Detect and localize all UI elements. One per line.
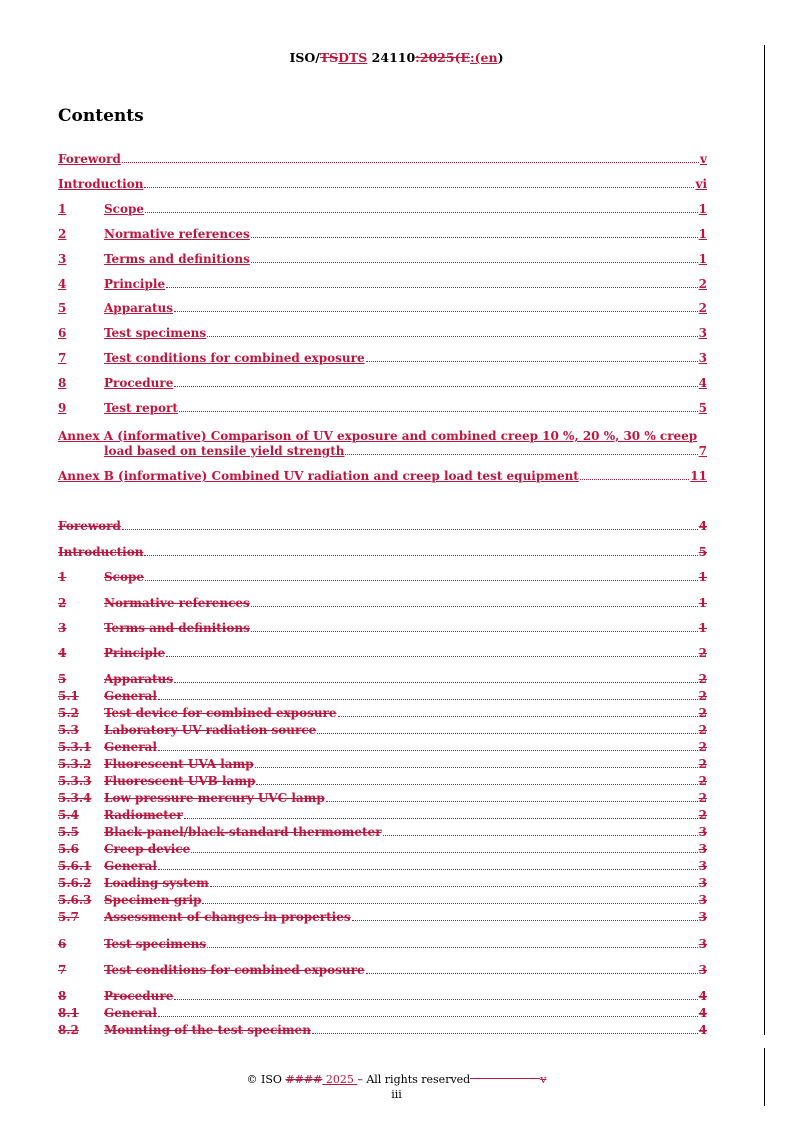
toc-entry-page: 2 bbox=[698, 723, 707, 737]
dot-leader bbox=[251, 262, 698, 263]
toc-entry[interactable] bbox=[58, 325, 707, 340]
toc-entry[interactable] bbox=[58, 790, 707, 805]
toc-entry-page: 2 bbox=[698, 646, 707, 660]
toc-entry-title: Apparatus bbox=[104, 672, 173, 686]
toc-entry-page: 3 bbox=[698, 963, 707, 977]
toc-entry-page: 3 bbox=[698, 825, 707, 839]
toc-entry-title: Terms and definitions bbox=[104, 252, 250, 266]
toc-entry-page: 1 bbox=[698, 621, 707, 635]
annex-b-page: 11 bbox=[690, 469, 707, 483]
toc-entry[interactable] bbox=[58, 226, 707, 241]
toc-entry[interactable] bbox=[58, 518, 707, 533]
toc-entry-number: 5.5 bbox=[58, 825, 79, 839]
header-prefix: ISO/ bbox=[289, 50, 320, 65]
header-number: 24110 bbox=[367, 50, 416, 65]
dot-leader bbox=[174, 386, 697, 387]
header-ts-deleted: TS bbox=[319, 50, 339, 65]
toc-entry-page: 2 bbox=[698, 672, 707, 686]
dot-leader bbox=[383, 835, 698, 836]
dot-leader bbox=[580, 479, 689, 480]
dot-leader bbox=[158, 699, 698, 700]
dot-leader bbox=[251, 631, 698, 632]
toc-entry-title: Introduction bbox=[58, 177, 144, 191]
toc-entry-page: 3 bbox=[698, 910, 707, 924]
toc-entry-title: Normative references bbox=[104, 227, 250, 241]
toc-entry-number: 3 bbox=[58, 252, 67, 266]
change-bar bbox=[764, 45, 765, 1035]
toc-entry-page: 2 bbox=[698, 757, 707, 771]
toc-entry[interactable] bbox=[58, 151, 707, 166]
dot-leader bbox=[256, 784, 697, 785]
toc-entry-page: 3 bbox=[698, 937, 707, 951]
toc-entry-annex-a[interactable] bbox=[58, 429, 707, 458]
dot-leader bbox=[184, 818, 698, 819]
toc-entry-title: General bbox=[104, 859, 157, 873]
toc-entry-page: 2 bbox=[698, 740, 707, 754]
toc-entry-number: 8.2 bbox=[58, 1023, 79, 1037]
toc-entry-page: 3 bbox=[698, 893, 707, 907]
toc-entry-title: Laboratory UV radiation source bbox=[104, 723, 317, 737]
toc-entry-page: 5 bbox=[698, 545, 707, 559]
toc-entry-title: Test device for combined exposure bbox=[104, 706, 337, 720]
toc-entry-number: 5 bbox=[58, 301, 67, 315]
toc-entry-page: 4 bbox=[698, 376, 707, 390]
toc-entry-title: Test conditions for combined exposure bbox=[104, 963, 365, 977]
dot-leader bbox=[312, 1033, 698, 1034]
toc-entry-number: 7 bbox=[58, 351, 67, 365]
toc-entry-page: 2 bbox=[698, 277, 707, 291]
toc-entry-title: Specimen grip bbox=[104, 893, 202, 907]
toc-entry-page: 1 bbox=[698, 227, 707, 241]
dot-leader bbox=[210, 886, 698, 887]
toc-entry-title: Low pressure mercury UVC lamp bbox=[104, 791, 325, 805]
toc-entry[interactable] bbox=[58, 201, 707, 216]
toc-entry-title: Normative references bbox=[104, 596, 250, 610]
dot-leader bbox=[352, 920, 698, 921]
toc-entry[interactable] bbox=[58, 595, 707, 610]
toc-entry-number: 5.6 bbox=[58, 842, 79, 856]
annex-a-page: 7 bbox=[698, 444, 707, 458]
dot-leader bbox=[145, 212, 698, 213]
toc-entry-page: 4 bbox=[698, 989, 707, 1003]
page-footer bbox=[0, 1073, 793, 1101]
dot-leader bbox=[251, 237, 698, 238]
toc-entry-title: General bbox=[104, 689, 157, 703]
header-dts-inserted: DTS bbox=[338, 50, 368, 65]
toc-entry[interactable] bbox=[58, 824, 707, 839]
toc-entry-page: 3 bbox=[698, 859, 707, 873]
toc-entry[interactable] bbox=[58, 962, 707, 977]
toc-entry[interactable] bbox=[58, 350, 707, 365]
toc-entry-number: 5.6.2 bbox=[58, 876, 92, 890]
dot-leader bbox=[166, 287, 698, 288]
toc-entry[interactable] bbox=[58, 988, 707, 1003]
dot-leader bbox=[255, 767, 698, 768]
dot-leader bbox=[144, 555, 697, 556]
toc-entry-page: 1 bbox=[698, 570, 707, 584]
toc-entry[interactable] bbox=[58, 671, 707, 686]
dot-leader bbox=[191, 852, 697, 853]
toc-entry-number: 5.3.2 bbox=[58, 757, 92, 771]
toc-entry-number: 8.1 bbox=[58, 1006, 79, 1020]
toc-entry[interactable] bbox=[58, 875, 707, 890]
toc-entry-number: 2 bbox=[58, 227, 67, 241]
toc-entry-number: 3 bbox=[58, 621, 67, 635]
toc-entry-page: 1 bbox=[698, 202, 707, 216]
toc-entry-number: 6 bbox=[58, 937, 67, 951]
toc-entry[interactable] bbox=[58, 705, 707, 720]
toc-entry-title: Procedure bbox=[104, 989, 174, 1003]
toc-entry-number: 1 bbox=[58, 570, 67, 584]
toc-entry-page: 2 bbox=[698, 808, 707, 822]
header-year-deleted: :2025(E bbox=[415, 50, 471, 65]
toc-entry-title: Test specimens bbox=[104, 937, 207, 951]
toc-entry[interactable] bbox=[58, 756, 707, 771]
toc-entry-number: 5.1 bbox=[58, 689, 79, 703]
footer-copyright: © ISO bbox=[246, 1073, 286, 1086]
toc-entry-page: 4 bbox=[698, 1023, 707, 1037]
toc-entry-page: 3 bbox=[698, 326, 707, 340]
dot-leader bbox=[174, 999, 697, 1000]
toc-entry[interactable] bbox=[58, 251, 707, 266]
toc-entry-title: Fluorescent UVB lamp bbox=[104, 774, 256, 788]
dot-leader bbox=[326, 801, 698, 802]
document-header bbox=[0, 50, 793, 65]
toc-entry[interactable] bbox=[58, 1005, 707, 1020]
toc-entry-title: Foreword bbox=[58, 519, 121, 533]
toc-entry-page: 4 bbox=[698, 1006, 707, 1020]
footer-page-deleted: v bbox=[540, 1073, 547, 1086]
toc-entry-title: Creep device bbox=[104, 842, 191, 856]
toc-entry-page: 3 bbox=[698, 876, 707, 890]
footer-rights: – All rights reserved bbox=[357, 1073, 471, 1086]
toc-entry-page: 4 bbox=[698, 519, 707, 533]
toc-entry-page: v bbox=[700, 152, 707, 166]
dot-leader bbox=[166, 656, 698, 657]
toc-entry-number: 8 bbox=[58, 989, 67, 1003]
toc-entry[interactable] bbox=[58, 739, 707, 754]
footer-year-deleted: #### bbox=[285, 1073, 323, 1086]
toc-entry-number: 5.3.1 bbox=[58, 740, 92, 754]
toc-entry-number: 5.6.3 bbox=[58, 893, 92, 907]
deleted-tab bbox=[470, 1078, 540, 1079]
dot-leader bbox=[158, 750, 698, 751]
toc-entry[interactable] bbox=[58, 773, 707, 788]
toc-entry[interactable] bbox=[58, 620, 707, 635]
dot-leader bbox=[122, 162, 699, 163]
toc-entry-title: Radiometer bbox=[104, 808, 183, 822]
dot-leader bbox=[144, 187, 694, 188]
toc-entry[interactable] bbox=[58, 892, 707, 907]
toc-entry[interactable] bbox=[58, 722, 707, 737]
toc-entry-number: 8 bbox=[58, 376, 67, 390]
toc-entry-title: Black-panel/black-standard thermometer bbox=[104, 825, 382, 839]
toc-entry-number: 5.6.1 bbox=[58, 859, 92, 873]
dot-leader bbox=[338, 716, 698, 717]
dot-leader bbox=[366, 361, 698, 362]
toc-entry-title: Scope bbox=[104, 202, 145, 216]
toc-entry-number: 5.3.3 bbox=[58, 774, 92, 788]
toc-entry-number: 5.2 bbox=[58, 706, 79, 720]
toc-entry-title: Apparatus bbox=[104, 301, 173, 315]
toc-entry-title: Test report bbox=[104, 401, 178, 415]
footer-year-inserted: 2025 bbox=[322, 1073, 358, 1086]
dot-leader bbox=[122, 529, 698, 530]
toc-entry-title: Principle bbox=[104, 277, 166, 291]
toc-entry-title: Loading system bbox=[104, 876, 209, 890]
toc-entry[interactable] bbox=[58, 569, 707, 584]
toc-entry[interactable] bbox=[58, 544, 707, 559]
toc-entry-number: 4 bbox=[58, 646, 67, 660]
toc-entry[interactable] bbox=[58, 645, 707, 660]
toc-entry-title: Principle bbox=[104, 646, 166, 660]
toc-entry[interactable] bbox=[58, 400, 707, 415]
toc-entry[interactable] bbox=[58, 909, 707, 924]
toc-entry-number: 5.3.4 bbox=[58, 791, 92, 805]
toc-entry-title: Assessment of changes in properties bbox=[104, 910, 351, 924]
annex-b-title: Annex B (informative) Combined UV radiation and creep load test equipment bbox=[58, 469, 579, 483]
toc-entry[interactable] bbox=[58, 1022, 707, 1037]
toc-entry-page: 3 bbox=[698, 842, 707, 856]
toc-entry-title: General bbox=[104, 1006, 157, 1020]
toc-entry-page: 1 bbox=[698, 596, 707, 610]
toc-entry-title: Procedure bbox=[104, 376, 174, 390]
toc-entry-number: 2 bbox=[58, 596, 67, 610]
toc-entry-page: 2 bbox=[698, 791, 707, 805]
annex-a-title-line1: Annex A (informative) Comparison of UV exposure and combined creep 10 %, 20 %, 30 % creep bbox=[58, 429, 698, 443]
toc-entry[interactable] bbox=[58, 276, 707, 291]
toc-entry-title: Test specimens bbox=[104, 326, 207, 340]
toc-entry-page: 2 bbox=[698, 689, 707, 703]
toc-entry-number: 1 bbox=[58, 202, 67, 216]
header-suffix: ) bbox=[497, 50, 504, 65]
dot-leader bbox=[158, 1016, 698, 1017]
toc-entry[interactable] bbox=[58, 688, 707, 703]
toc-entry-title: Scope bbox=[104, 570, 145, 584]
toc-entry-title: General bbox=[104, 740, 157, 754]
toc-entry-page: 2 bbox=[698, 774, 707, 788]
dot-leader bbox=[366, 973, 698, 974]
toc-entry[interactable] bbox=[58, 375, 707, 390]
toc-entry-title: Test conditions for combined exposure bbox=[104, 351, 365, 365]
dot-leader bbox=[345, 454, 697, 455]
toc-entry-number: 6 bbox=[58, 326, 67, 340]
toc-entry-title: Terms and definitions bbox=[104, 621, 250, 635]
toc-entry[interactable] bbox=[58, 841, 707, 856]
toc-entry-number: 7 bbox=[58, 963, 67, 977]
dot-leader bbox=[207, 947, 698, 948]
toc-entry-annex-b[interactable] bbox=[58, 468, 707, 483]
dot-leader bbox=[251, 606, 698, 607]
page-number: iii bbox=[391, 1088, 402, 1101]
toc-entry-number: 4 bbox=[58, 277, 67, 291]
dot-leader bbox=[158, 869, 698, 870]
toc-entry-title: Introduction bbox=[58, 545, 144, 559]
toc-entry-number: 5.4 bbox=[58, 808, 79, 822]
toc-entry[interactable] bbox=[58, 300, 707, 315]
dot-leader bbox=[179, 411, 698, 412]
dot-leader bbox=[174, 311, 698, 312]
toc-entry-number: 9 bbox=[58, 401, 67, 415]
toc-entry-number: 5.7 bbox=[58, 910, 79, 924]
toc-entry-title: Mounting of the test specimen bbox=[104, 1023, 311, 1037]
dot-leader bbox=[317, 733, 697, 734]
toc-entry-number: 5 bbox=[58, 672, 67, 686]
toc-entry-title: Foreword bbox=[58, 152, 121, 166]
toc-entry[interactable] bbox=[58, 858, 707, 873]
toc-entry[interactable] bbox=[58, 807, 707, 822]
header-lang-inserted: :(en bbox=[470, 50, 498, 65]
toc-entry[interactable] bbox=[58, 936, 707, 951]
toc-entry-page: vi bbox=[695, 177, 707, 191]
toc-entry-page: 1 bbox=[698, 252, 707, 266]
toc-entry-title: Fluorescent UVA lamp bbox=[104, 757, 254, 771]
toc-entry-page: 2 bbox=[698, 706, 707, 720]
toc-entry[interactable] bbox=[58, 176, 707, 191]
toc-entry-number: 5.3 bbox=[58, 723, 79, 737]
toc-entry-page: 5 bbox=[698, 401, 707, 415]
contents-heading: Contents bbox=[58, 106, 144, 126]
dot-leader bbox=[174, 682, 698, 683]
dot-leader bbox=[145, 580, 698, 581]
toc-entry-page: 2 bbox=[698, 301, 707, 315]
dot-leader bbox=[207, 336, 698, 337]
annex-a-title-line2: load based on tensile yield strength bbox=[104, 444, 345, 458]
dot-leader bbox=[202, 903, 697, 904]
toc-entry-page: 3 bbox=[698, 351, 707, 365]
